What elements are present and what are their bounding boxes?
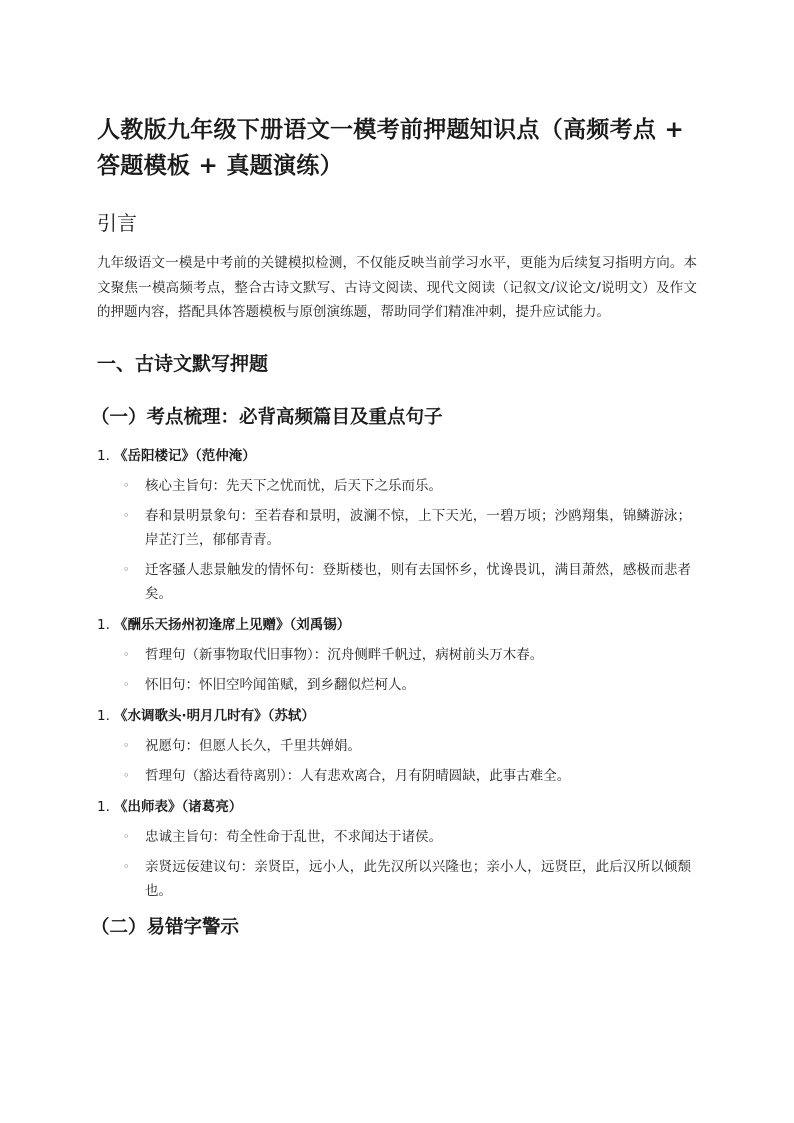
list-item — [97, 825, 697, 849]
list-item — [97, 643, 697, 667]
point-text: 忠诚主旨句：苟全性命于乱世，不求闻达于诸侯。 — [145, 828, 442, 845]
work-item — [97, 614, 697, 697]
point-text: 怀旧句：怀旧空吟闻笛赋，到乡翻似烂柯人。 — [145, 676, 415, 693]
work-item — [97, 705, 697, 788]
work-title: 《酬乐天扬州初逢席上见赠》（刘禹锡） — [114, 616, 351, 633]
bullet-icon: ◦ — [123, 738, 130, 752]
point-list — [97, 643, 697, 697]
document-title: 人教版九年级下册语文一模考前押题知识点（高频考点 + 答题模板 + 真题演练） — [97, 117, 685, 179]
bullet-icon: ◦ — [123, 768, 130, 782]
list-number: 1. — [97, 707, 110, 724]
point-text: 哲理句（豁达看待离别）：人有悲欢离合，月有阴晴圆缺，此事古难全。 — [145, 767, 571, 784]
intro-paragraph: 九年级语文一模是中考前的关键模拟检测，不仅能反映当前学习水平，更能为后续复习指明方向。本文聚焦一模高频考点，整合古诗文默写、古诗文阅读、现代文阅读（记叙文/议论文/说明文）及作文的押题内容，搭配具体答题模板与原创演练题，帮助同学们精准冲刺，提升应试能力。 — [97, 255, 697, 320]
bullet-icon: ◦ — [123, 677, 130, 691]
bullet-icon: ◦ — [123, 478, 130, 492]
list-item — [97, 504, 697, 552]
subsection-heading-key-points: （一）考点梳理：必背高频篇目及重点句子 — [91, 406, 443, 428]
point-list — [97, 734, 697, 788]
bullet-icon: ◦ — [123, 647, 130, 661]
section-heading-poetry-dictation: 一、古诗文默写押题 — [97, 352, 269, 375]
work-title: 《岳阳楼记》（范仲淹） — [114, 447, 256, 464]
subsection-heading-typo-warning: （二）易错字警示 — [91, 916, 240, 938]
bullet-icon: ◦ — [123, 829, 130, 843]
list-item — [97, 855, 697, 903]
document-page — [91, 112, 697, 943]
point-text: 春和景明景象句：至若春和景明，波澜不惊，上下天光，一碧万顷；沙鸥翔集，锦鳞游泳；岸芷汀兰，郁郁青青。 — [145, 507, 691, 548]
list-number: 1. — [97, 616, 110, 633]
bullet-icon: ◦ — [123, 859, 130, 873]
point-text: 迁客骚人悲景触发的情怀句：登斯楼也，则有去国怀乡，忧谗畏讥，满目萧然，感极而悲者矣。 — [145, 561, 691, 602]
list-item — [97, 764, 697, 788]
point-text: 祝愿句：但愿人长久，千里共婵娟。 — [145, 737, 361, 754]
intro-heading: 引言 — [97, 211, 137, 235]
list-item — [97, 558, 697, 606]
list-number: 1. — [97, 798, 110, 815]
point-text: 亲贤远佞建议句：亲贤臣，远小人，此先汉所以兴隆也；亲小人，远贤臣，此后汉所以倾颓也。 — [145, 858, 691, 899]
point-text: 哲理句（新事物取代旧事物）：沉舟侧畔千帆过，病树前头万木春。 — [145, 646, 544, 663]
works-list — [97, 445, 697, 903]
bullet-icon: ◦ — [123, 562, 130, 576]
work-title: 《水调歌头·明月几时有》（苏轼） — [114, 707, 315, 724]
work-item — [97, 445, 697, 606]
list-item — [97, 734, 697, 758]
point-list — [97, 825, 697, 903]
list-item — [97, 673, 697, 697]
list-item — [97, 474, 697, 498]
list-number: 1. — [97, 447, 110, 464]
point-text: 核心主旨句：先天下之忧而忧，后天下之乐而乐。 — [145, 477, 442, 494]
point-list — [97, 474, 697, 606]
bullet-icon: ◦ — [123, 508, 130, 522]
work-title: 《出师表》（诸葛亮） — [114, 798, 243, 815]
work-item — [97, 796, 697, 903]
